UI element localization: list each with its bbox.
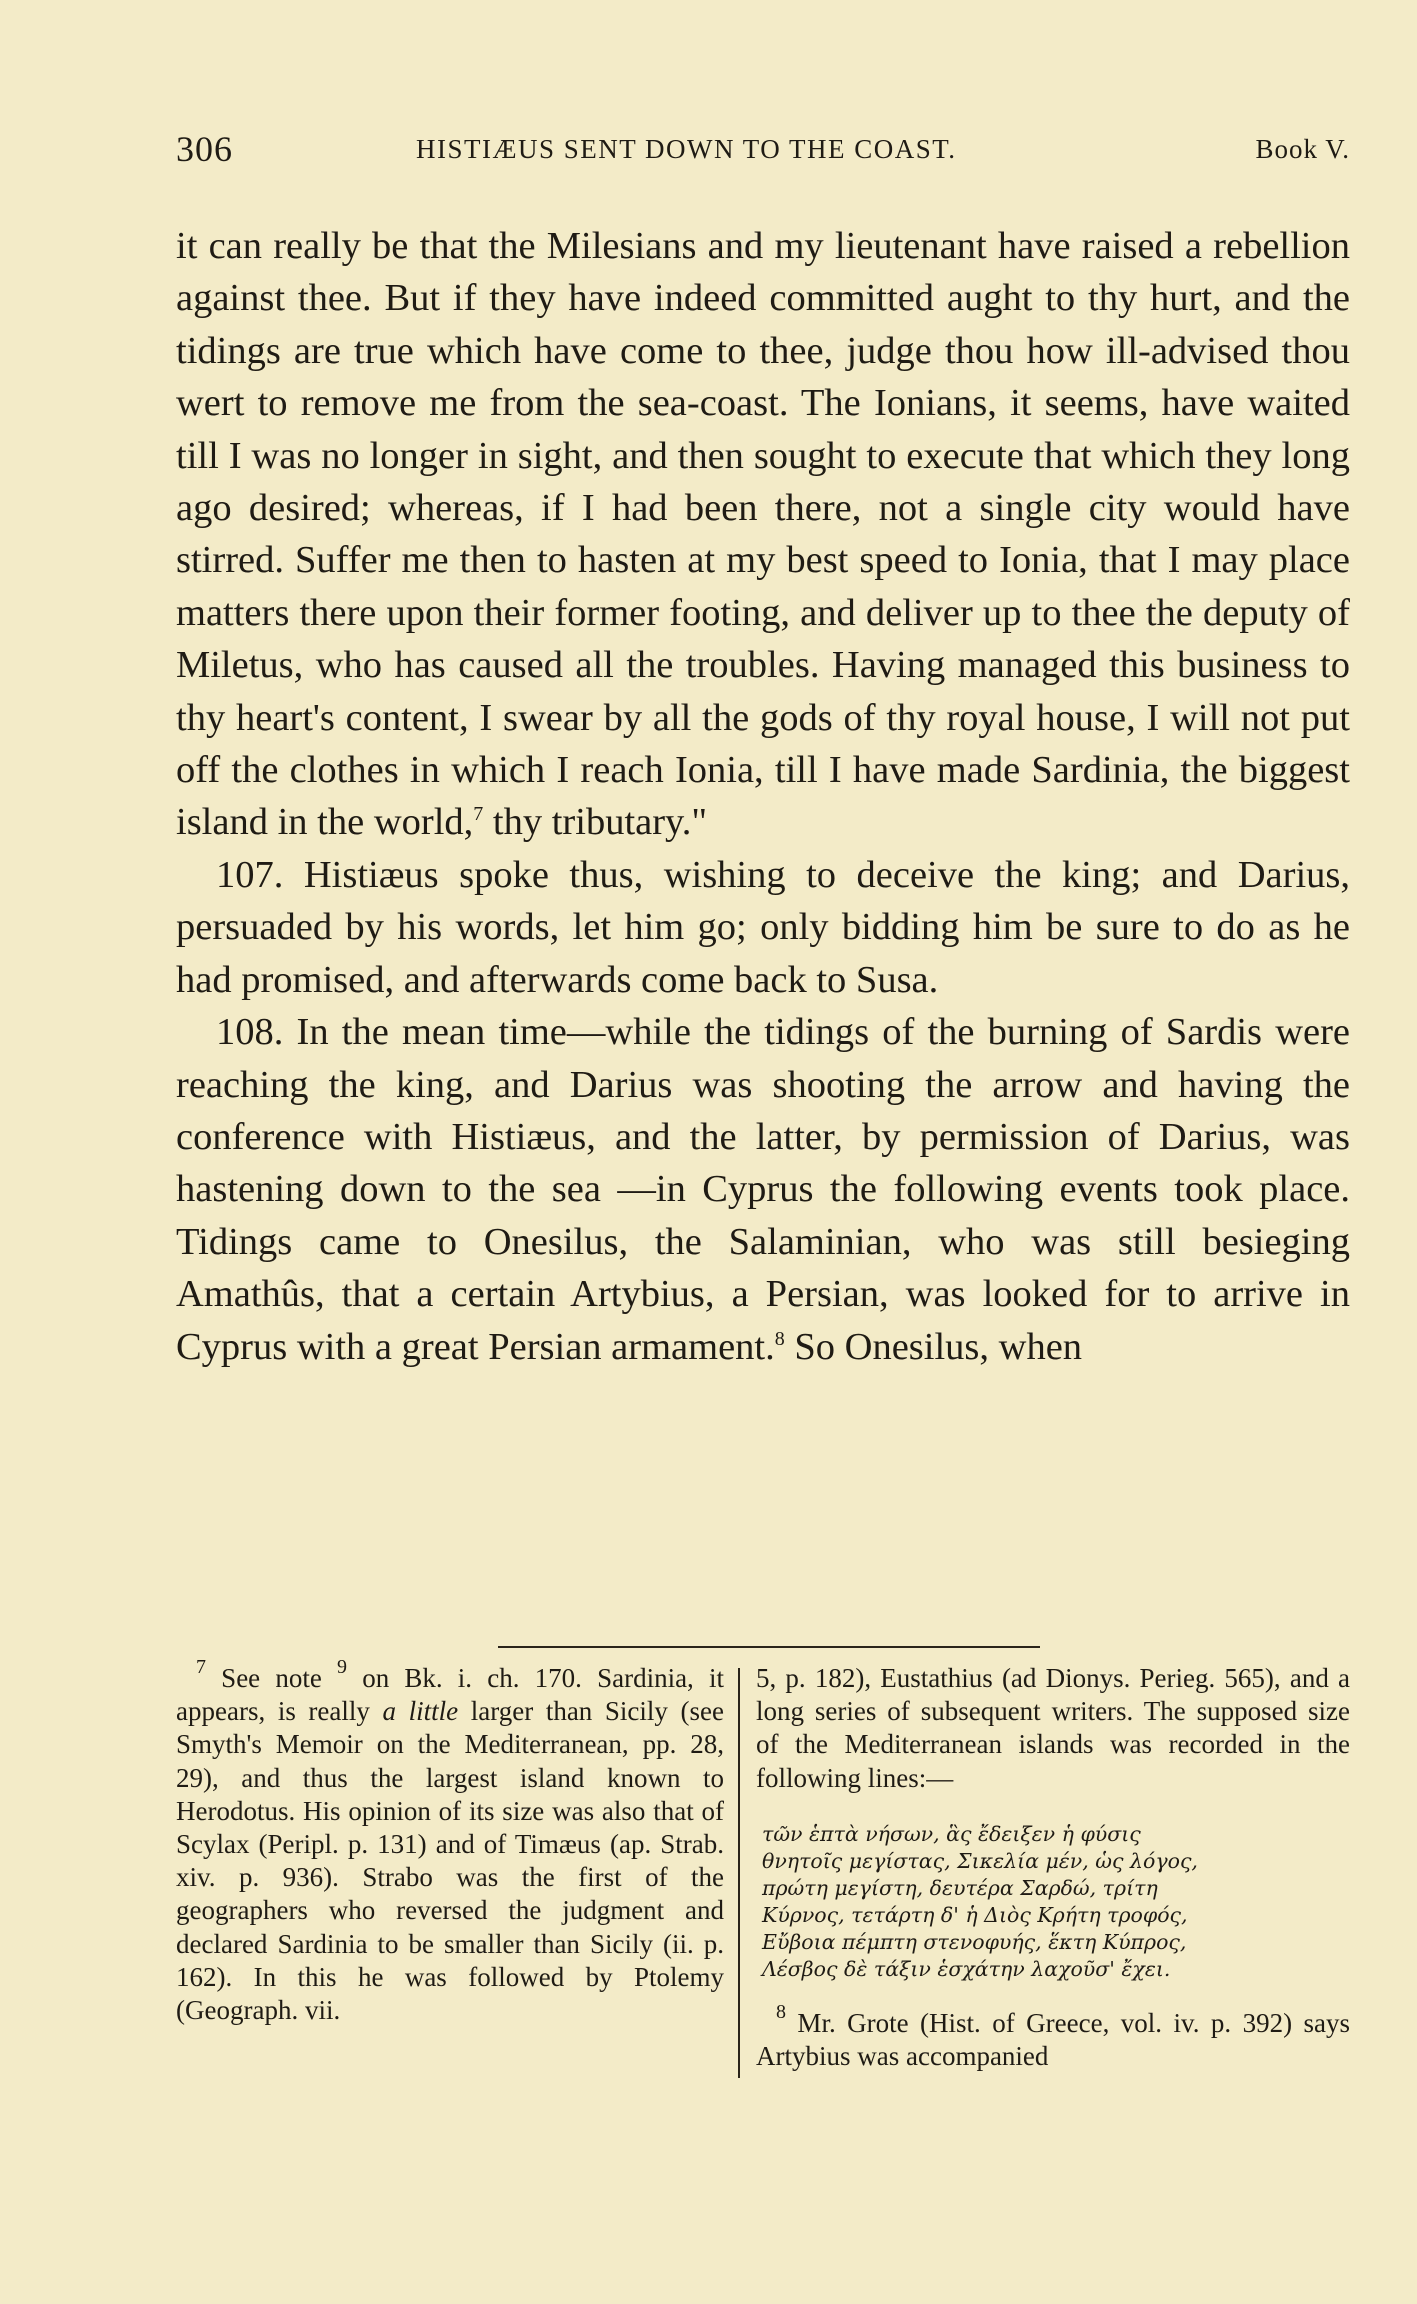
paragraph-continued: it can really be that the Milesians and my lieutenant have raised a rebellion against thee. But if they have indeed committed aught to thy hurt, and the tidings are true which have come to thee, judge thou how ill-advised thou wert to remove me from the sea-coast. The Ionians, it seems, have waited till I was no longer in sight, and then sought to execute that which they long ago desired; whereas, if I had been there, not a single city would have stirred. Suffer me then to hasten at my best speed to Ionia, that I may place matters there upon their former footing, and deliver up to thee the deputy of Miletus, who has caused all the troubles. Having managed this business to thy heart's content, I swear by all the gods of thy royal house, I will not put off the clothes in which I reach Ionia, till I have made Sardinia, the biggest island in the world,$^7$ thy tributary." [176,225,1350,844]
footnote-ref-8: 8 [774,1327,785,1350]
footnote-8: $^8$ Mr. Grote (Hist. of Greece, vol. iv. p. 392) says Artybius was accompanied [756,2000,1350,2072]
greek-line: θνητοῖς μεγίστας, Σικελία μέν, ὡς λόγος, [762,1848,1198,1873]
footnote-7-continued: 5, p. 182), Eustathius (ad Dionys. Perieg. 565), and a long series of subsequent writers. The supposed size of the Mediterranean islands was recorded in the following lines:— [756,1663,1350,1793]
footnotes [176,1656,1350,2082]
greek-line: Κύρνος, τετάρτη δ' ἡ Διὸς Κρήτη τροφός, [762,1902,1188,1927]
greek-line: πρώτη μεγίστη, δευτέρα Σαρδώ, τρίτη [762,1875,1158,1900]
column-divider [738,1668,740,2078]
greek-line: Εὔβοια πέμπτη στενοφυής, ἕκτη Κύπρος, [762,1929,1187,1954]
footnote-ref-7: 7 [473,803,484,826]
running-title: HISTIÆUS SENT DOWN TO THE COAST. [416,134,957,164]
footnote-7: $^7$ See note $^9$ on Bk. i. ch. 170. Sardinia, it appears, is really a little larger than Sicily (see Smyth's Memoir on the Mediterranean, pp. 28, 29), and thus the largest island known to Herodotus. His opinion of its size was also that of Scylax (Peripl. p. 131) and of Timæus (ap. Strab. xiv. p. 936). Strabo was the first of the geographers who reversed the judgment and declared Sardinia to be smaller than Sicily (ii. p. 162). In this he was followed by Ptolemy (Geograph. vii. [176,1656,724,2026]
page-header [176,128,1356,178]
main-text [176,220,1350,1373]
book-label: Book V. [1255,134,1350,164]
greek-line: Λέσβος δὲ τάξιν ἑσχάτην λαχοῦσ' ἔχει. [762,1956,1171,1981]
footnote-separator [498,1646,1040,1648]
greek-line: τῶν ἑπτὰ νήσων, ἃς ἔδειξεν ἡ φύσις [762,1821,1141,1846]
footnote-column-left [176,1656,724,2027]
page-number: 306 [176,129,233,169]
footnote-column-right [756,1662,1350,2073]
paragraph-108: 108. In the mean time—while the tidings of the burning of Sardis were reaching the king, and Darius was shooting the arrow and having the conference with Histiæus, and the latter, by permission of Darius, was hastening down to the sea —in Cyprus the following events took place. Tidings came to Onesilus, the Salaminian, who was still besieging Amathûs, that a certain Artybius, a Persian, was looked for to arrive in Cyprus with a great Persian armament.$^8$ So Onesilus, when [176,1011,1350,1368]
paragraph-107: 107. Histiæus spoke thus, wishing to deceive the king; and Darius, persuaded by his words, let him go; only bidding him be sure to do as he had promised, and afterwards come back to Susa. [176,853,1350,1001]
greek-verse [756,1821,1350,1983]
